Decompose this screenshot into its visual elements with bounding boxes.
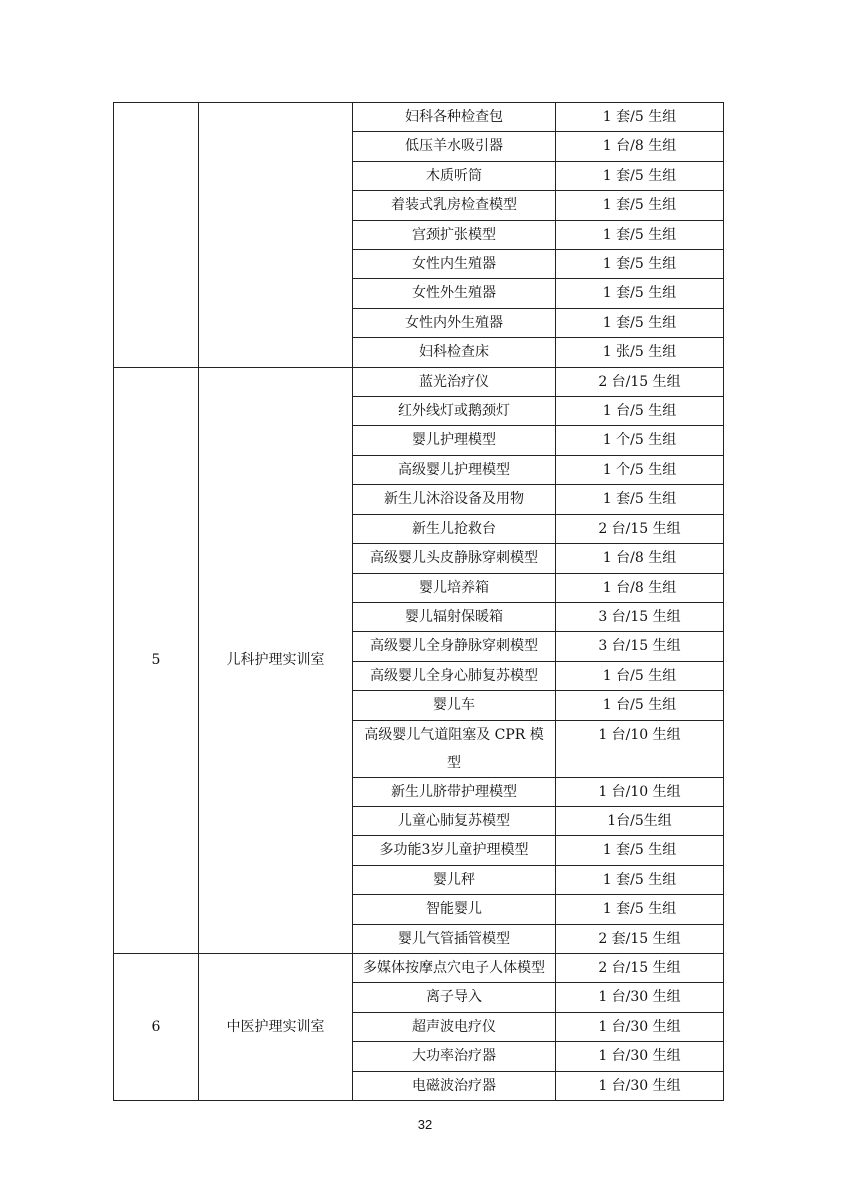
equipment-name-cell: 新生儿沐浴设备及用物: [353, 485, 556, 514]
equipment-quantity-cell: 2 台/15 生组: [556, 367, 724, 396]
equipment-name-cell: 婴儿辐射保暖箱: [353, 602, 556, 631]
group-index-cell: [114, 103, 199, 368]
equipment-name-cell: 婴儿秤: [353, 865, 556, 894]
equipment-quantity-cell: 3 台/15 生组: [556, 632, 724, 661]
equipment-quantity-cell: 1 台/30 生组: [556, 1012, 724, 1041]
equipment-quantity-cell: 2 台/15 生组: [556, 514, 724, 543]
equipment-quantity-cell: 1 套/5 生组: [556, 161, 724, 190]
equipment-name-cell: 婴儿气管插管模型: [353, 924, 556, 953]
equipment-quantity-cell: 2 台/15 生组: [556, 953, 724, 982]
equipment-name-cell: 女性外生殖器: [353, 279, 556, 308]
equipment-name-cell: 婴儿车: [353, 691, 556, 720]
equipment-quantity-cell: 1 台/8 生组: [556, 573, 724, 602]
equipment-quantity-cell: 1 个/5 生组: [556, 426, 724, 455]
equipment-name-cell: 高级婴儿全身静脉穿刺模型: [353, 632, 556, 661]
equipment-name-cell: 新生儿抢救台: [353, 514, 556, 543]
equipment-quantity-cell: 1 套/5 生组: [556, 103, 724, 132]
training-room-cell: 中医护理实训室: [199, 953, 353, 1100]
equipment-quantity-cell: 1 台/10 生组: [556, 720, 724, 777]
equipment-name-cell: 高级婴儿气道阻塞及 CPR 模型: [353, 720, 556, 777]
equipment-quantity-cell: 1 套/5 生组: [556, 308, 724, 337]
equipment-name-cell: 超声波电疗仪: [353, 1012, 556, 1041]
equipment-quantity-cell: 1 台/8 生组: [556, 544, 724, 573]
equipment-name-cell: 蓝光治疗仪: [353, 367, 556, 396]
equipment-quantity-cell: 1 台/5 生组: [556, 661, 724, 690]
group-index-cell: 6: [114, 953, 199, 1100]
equipment-name-cell: 着装式乳房检查模型: [353, 191, 556, 220]
equipment-quantity-cell: 1 张/5 生组: [556, 338, 724, 367]
equipment-quantity-cell: 1 套/5 生组: [556, 836, 724, 865]
equipment-quantity-cell: 1 台/10 生组: [556, 777, 724, 806]
equipment-quantity-cell: 1 套/5 生组: [556, 865, 724, 894]
equipment-name-cell: 电磁波治疗器: [353, 1071, 556, 1100]
page-number: 32: [417, 1117, 433, 1132]
equipment-name-cell: 低压羊水吸引器: [353, 132, 556, 161]
equipment-name-cell: 女性内外生殖器: [353, 308, 556, 337]
equipment-table-body: [114, 103, 724, 1101]
training-room-cell: 儿科护理实训室: [199, 367, 353, 953]
equipment-quantity-cell: 1 套/5 生组: [556, 191, 724, 220]
table-row: [114, 367, 724, 396]
equipment-table-container: [113, 102, 723, 1101]
table-row: [114, 953, 724, 982]
equipment-name-cell: 妇科检查床: [353, 338, 556, 367]
equipment-name-cell: 智能婴儿: [353, 895, 556, 924]
equipment-quantity-cell: 1 套/5 生组: [556, 895, 724, 924]
equipment-quantity-cell: 1 台/5 生组: [556, 397, 724, 426]
group-index-cell: 5: [114, 367, 199, 953]
equipment-name-cell: 婴儿护理模型: [353, 426, 556, 455]
equipment-name-cell: 高级婴儿头皮静脉穿刺模型: [353, 544, 556, 573]
equipment-name-cell: 红外线灯或鹅颈灯: [353, 397, 556, 426]
equipment-quantity-cell: 1 台/30 生组: [556, 1071, 724, 1100]
equipment-name-cell: 高级婴儿全身心肺复苏模型: [353, 661, 556, 690]
equipment-name-cell: 高级婴儿护理模型: [353, 455, 556, 484]
equipment-quantity-cell: 1 台/8 生组: [556, 132, 724, 161]
equipment-quantity-cell: 2 套/15 生组: [556, 924, 724, 953]
training-room-cell: [199, 103, 353, 368]
equipment-quantity-cell: 1 台/30 生组: [556, 1042, 724, 1071]
equipment-name-cell: 妇科各种检查包: [353, 103, 556, 132]
equipment-name-cell: 木质听筒: [353, 161, 556, 190]
equipment-quantity-cell: 1 台/5 生组: [556, 691, 724, 720]
equipment-name-cell: 离子导入: [353, 983, 556, 1012]
equipment-name-cell: 多功能3岁儿童护理模型: [353, 836, 556, 865]
equipment-quantity-cell: 1 套/5 生组: [556, 485, 724, 514]
equipment-name-cell: 女性内生殖器: [353, 250, 556, 279]
table-row: [114, 103, 724, 132]
equipment-quantity-cell: 1台/5生组: [556, 806, 724, 835]
equipment-table: [113, 102, 724, 1101]
equipment-name-cell: 大功率治疗器: [353, 1042, 556, 1071]
equipment-quantity-cell: 1 个/5 生组: [556, 455, 724, 484]
equipment-name-cell: 宫颈扩张模型: [353, 220, 556, 249]
equipment-name-cell: 婴儿培养箱: [353, 573, 556, 602]
equipment-name-cell: 多媒体按摩点穴电子人体模型: [353, 953, 556, 982]
equipment-quantity-cell: 1 套/5 生组: [556, 220, 724, 249]
equipment-name-cell: 新生儿脐带护理模型: [353, 777, 556, 806]
equipment-name-cell: 儿童心肺复苏模型: [353, 806, 556, 835]
equipment-quantity-cell: 1 套/5 生组: [556, 279, 724, 308]
equipment-quantity-cell: 3 台/15 生组: [556, 602, 724, 631]
equipment-quantity-cell: 1 台/30 生组: [556, 983, 724, 1012]
equipment-quantity-cell: 1 套/5 生组: [556, 250, 724, 279]
